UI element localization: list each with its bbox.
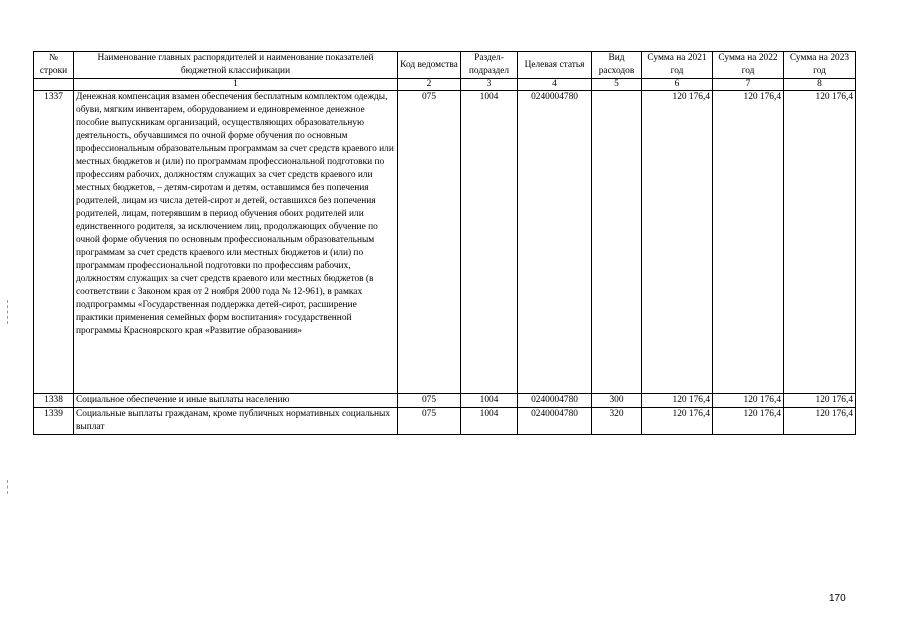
- row-sum-2023: 120 176,4: [784, 408, 856, 435]
- row-sum-2022: 120 176,4: [713, 408, 784, 435]
- row-expense-type: 320: [592, 408, 642, 435]
- row-name: Социальное обеспечение и иные выплаты населению: [74, 394, 398, 408]
- row-expense-type: [592, 91, 642, 394]
- row-expense-type: 300: [592, 394, 642, 408]
- row-sum-2023: 120 176,4: [784, 91, 856, 394]
- row-dept-code: 075: [398, 394, 461, 408]
- row-dept-code: 075: [398, 91, 461, 394]
- column-number-row: [34, 79, 856, 91]
- budget-table: [33, 51, 856, 435]
- table-body: [34, 91, 856, 435]
- header-sum-2023: Сумма на 2023 год: [784, 52, 856, 79]
- row-number: 1339: [34, 408, 74, 435]
- column-number: 7: [713, 79, 784, 91]
- row-section: 1004: [461, 408, 518, 435]
- row-number: 1338: [34, 394, 74, 408]
- column-number: 2: [398, 79, 461, 91]
- column-number: 6: [642, 79, 713, 91]
- header-expense-type: Вид расходов: [592, 52, 642, 79]
- row-number: 1337: [34, 91, 74, 394]
- page-number: 170: [829, 593, 846, 604]
- row-dept-code: 075: [398, 408, 461, 435]
- column-number-blank: [34, 79, 74, 91]
- row-sum-2021: 120 176,4: [642, 408, 713, 435]
- header-dept-code: Код ведомства: [398, 52, 461, 79]
- column-number: 5: [592, 79, 642, 91]
- row-section: 1004: [461, 394, 518, 408]
- header-section: Раздел-подраздел: [461, 52, 518, 79]
- header-target-article: Целевая статья: [518, 52, 592, 79]
- table-row: [34, 394, 856, 408]
- table-row: [34, 408, 856, 435]
- row-target-article: 0240004780: [518, 408, 592, 435]
- header-row-number: № строки: [34, 52, 74, 79]
- column-number: 3: [461, 79, 518, 91]
- row-sum-2021: 120 176,4: [642, 394, 713, 408]
- binding-margin-mark: [7, 300, 8, 324]
- row-name: Денежная компенсация взамен обеспечения бесплатным комплектом одежды, обуви, мягким инвентарем, оборудованием и единовременное денежное пособие выпускникам организаций, осуществляющих образовательную деятельность, обучавшимся по очной форме обучения по основным профессиональным образовательным программам за счет средств краевого или местных бюджетов и (или) по программам профессиональной подготовки по профессиям рабочих, должностям служащих за счет средств краевого или местных бюджетов, – детям-сиротам и детям, оставшимся без попечения родителей, лицам из числа детей-сирот и детей, оставшихся без попечения родителей, лицам, потерявшим в период обучения обоих родителей или единственного родителя, за исключением лиц, продолжающих обучение по очной форме обучения по основным профессиональным образовательным программам за счет средств краевого или местных бюджетов и (или) по программам профессиональной подготовки по профессиям рабочих, должностям служащих за счет средств краевого или местных бюджетов (в соответствии с Законом края от 2 ноября 2000 года № 12-961), в рамках подпрограммы «Государственная поддержка детей-сирот, расширение практики применения семейных форм воспитания» государственной программы Красноярского края «Развитие образования»: [74, 91, 398, 394]
- table-header: [34, 52, 856, 91]
- column-number: 8: [784, 79, 856, 91]
- row-sum-2021: 120 176,4: [642, 91, 713, 394]
- column-number: 4: [518, 79, 592, 91]
- header-row: [34, 52, 856, 79]
- header-sum-2021: Сумма на 2021 год: [642, 52, 713, 79]
- row-sum-2022: 120 176,4: [713, 394, 784, 408]
- row-sum-2022: 120 176,4: [713, 91, 784, 394]
- table-row: [34, 91, 856, 394]
- row-target-article: 0240004780: [518, 394, 592, 408]
- header-sum-2022: Сумма на 2022 год: [713, 52, 784, 79]
- header-name: Наименование главных распорядителей и наименование показателей бюджетной классификации: [74, 52, 398, 79]
- row-sum-2023: 120 176,4: [784, 394, 856, 408]
- row-target-article: 0240004780: [518, 91, 592, 394]
- row-section: 1004: [461, 91, 518, 394]
- binding-margin-mark: [7, 480, 8, 494]
- column-number: 1: [74, 79, 398, 91]
- row-name: Социальные выплаты гражданам, кроме публичных нормативных социальных выплат: [74, 408, 398, 435]
